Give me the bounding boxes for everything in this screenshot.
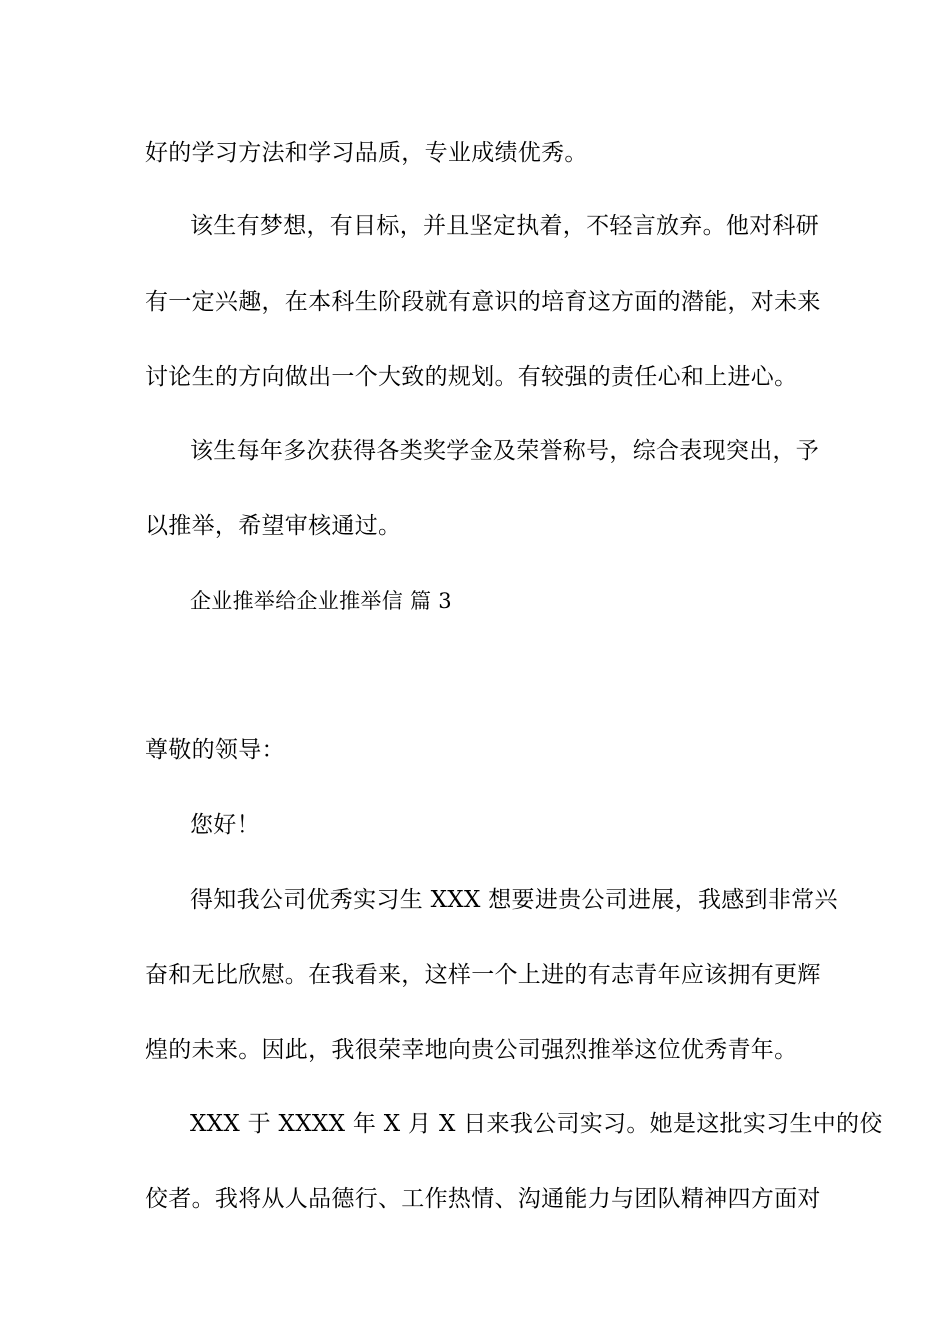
- paragraph-line: 好的学习方法和学习品质，专业成绩优秀。: [145, 140, 588, 166]
- paragraph-line: 讨论生的方向做出一个大致的规划。有较强的责任心和上进心。: [145, 364, 798, 390]
- paragraph-line: 该生有梦想，有目标，并且坚定执着，不轻言放弃。他对科研: [190, 213, 820, 239]
- salutation: 尊敬的领导：: [145, 737, 285, 763]
- paragraph-line: 该生每年多次获得各类奖学金及荣誉称号，综合表现突出，予: [190, 438, 820, 464]
- section-heading: 企业推举给企业推举信 篇 3: [190, 589, 452, 613]
- paragraph-line: 煌的未来。因此，我很荣幸地向贵公司强烈推举这位优秀青年。: [145, 1037, 798, 1063]
- paragraph-line: XXX 于 XXXX 年 X 月 X 日来我公司实习。她是这批实习生中的佼: [190, 1111, 883, 1137]
- paragraph-line: 有一定兴趣，在本科生阶段就有意识的培育这方面的潜能，对未来: [145, 289, 821, 315]
- paragraph-line: 奋和无比欣慰。在我看来，这样一个上进的有志青年应该拥有更辉: [145, 962, 821, 988]
- paragraph-line: 佼者。我将从人品德行、工作热情、沟通能力与团队精神四方面对: [145, 1186, 821, 1212]
- greeting: 您好！: [190, 812, 260, 838]
- paragraph-line: 得知我公司优秀实习生 XXX 想要进贵公司进展，我感到非常兴: [190, 887, 838, 913]
- paragraph-line: 以推举，希望审核通过。: [145, 513, 402, 539]
